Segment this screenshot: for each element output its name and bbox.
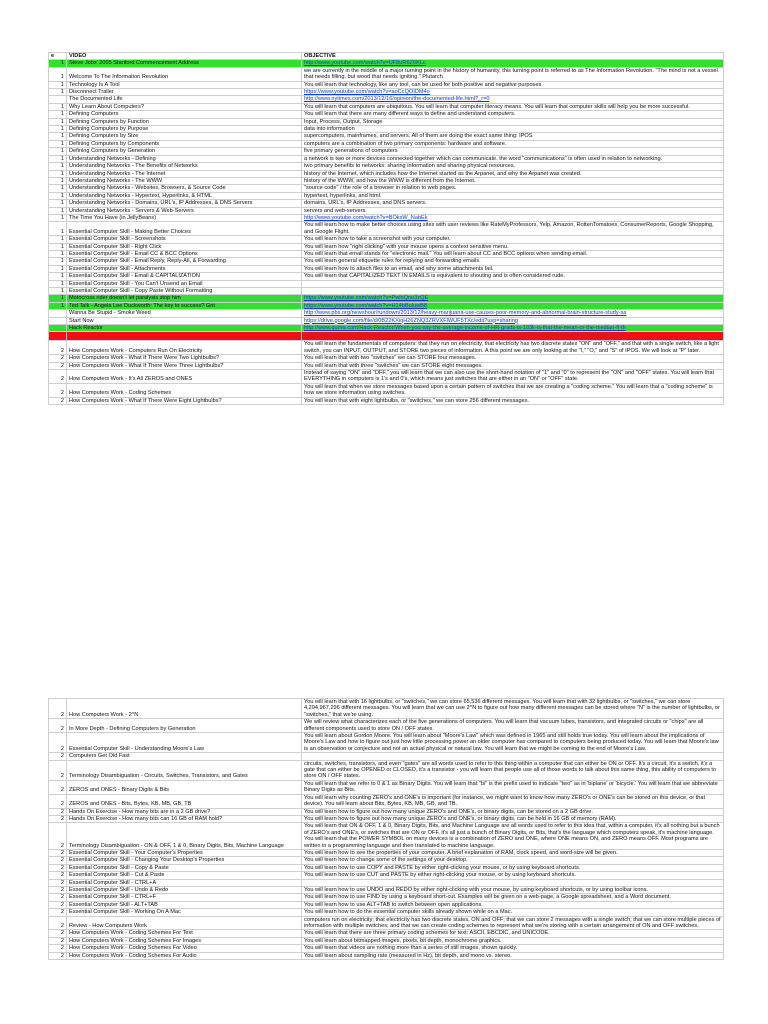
table-row <box>49 140 724 147</box>
week-cell: 1 <box>49 89 67 96</box>
video-title-cell: Terminology Disambiguation - Circuits, Switches, Transistors, and Gates <box>67 760 302 780</box>
week-cell: 1 <box>49 60 67 67</box>
week-cell: 2 <box>49 719 67 733</box>
week-cell: 2 <box>49 341 67 355</box>
table-row <box>49 945 724 952</box>
video-title-cell: Essential Computer Skill - Cut & Paste <box>67 872 302 879</box>
table-row <box>49 383 724 397</box>
week-cell: 2 <box>49 362 67 369</box>
week-cell: 1 <box>49 243 67 250</box>
week-cell: 2 <box>49 733 67 753</box>
video-title-cell: Technology Is A Tool <box>67 81 302 88</box>
video-title-cell: Defining Computers by Size <box>67 133 302 140</box>
week-cell: 2 <box>49 872 67 879</box>
objective-cell: You will learn how "right clicking" with your mouse opens a context sensitive menu. <box>302 243 724 250</box>
table-row <box>49 699 724 719</box>
objective-cell: You will learn how to figure out how many unique ZERO's and ONE's, or binary digits, can be stored on a 2 GB drive. <box>302 808 724 815</box>
objective-cell: You will learn general etiquette rules for replying and forwarding emails. <box>302 258 724 265</box>
video-title-cell: Hands On Exercise - How many bits can 16 GB of RAM hold? <box>67 815 302 822</box>
objective-cell <box>302 280 724 287</box>
objective-link[interactable]: https://www.youtube.com/watch?v=aoCcQOIDM4o <box>302 89 724 96</box>
objective-link[interactable]: http://www.quora.com/Hack-Reactor/When-you-say-the-average-income-of-HR-grads-is-103k-is-that-the-mean-or-the-median-If-th <box>302 325 724 332</box>
video-title-cell: Essential Computer Skill - CTRL+A <box>67 879 302 886</box>
objective-cell: You will learn that we refer to 0 & 1 as Binary Digits. You will learn that "bi" is the prefix used to indicate "two" as in 'biplane' or 'bicycle.' You will learn that we abbreviate Binary Digits as Bits. <box>302 780 724 794</box>
video-title-cell: How Computers Work - What If There Were Eight Lightbulbs? <box>67 397 302 404</box>
objective-cell: You will learn that CAPITALIZED TEXT IN EMAILS is equivalent to shouting and is often considered rude. <box>302 273 724 280</box>
table-row <box>49 952 724 959</box>
objective-link[interactable]: http://www.nytimes.com/2013/12/16/opinion/the-documented-life.html?_r=0 <box>302 96 724 103</box>
table-row <box>49 288 724 295</box>
week-cell: 2 <box>49 383 67 397</box>
week-cell: 2 <box>49 780 67 794</box>
objective-cell: history of the WWW, and how the WWW is different from the Internet. <box>302 177 724 184</box>
week-cell: 1 <box>49 250 67 257</box>
objective-cell: computers are a combination of two primary components: hardware and software. <box>302 140 724 147</box>
objective-cell <box>302 879 724 886</box>
table-row <box>49 760 724 780</box>
table-row <box>49 133 724 140</box>
week-cell: 1 <box>49 192 67 199</box>
video-title-cell: Essential Computer Skill - CTRL+F <box>67 894 302 901</box>
week-cell: 2 <box>49 952 67 959</box>
week-cell: 2 <box>49 753 67 760</box>
table-row <box>49 370 724 384</box>
objective-cell: "source code" / the role of a browser in relation to web pages. <box>302 185 724 192</box>
objective-cell: You will learn how to see the properties of your computer. A brief explanation of RAM, clock speed, and word-size will be given. <box>302 849 724 856</box>
week-cell: 1 <box>49 280 67 287</box>
video-title-cell: Understanding Networks - Websites, Browsers, & Source Code <box>67 185 302 192</box>
video-title-cell: Defining Computers by Components <box>67 140 302 147</box>
table-row <box>49 719 724 733</box>
header-cell-objective: OBJECTIVE <box>302 53 724 60</box>
video-title-cell: Essential Computer Skill - Copy Paste Without Formatting <box>67 288 302 295</box>
video-title-cell: Defining Computers by Generation <box>67 148 302 155</box>
objective-cell <box>302 288 724 295</box>
objective-cell: You will learn that there are many different ways to define and understand computers. <box>302 111 724 118</box>
objective-cell: You will learn that with two "switches" we can STORE four messages. <box>302 355 724 362</box>
objective-cell: You will learn that videos are nothing more than a series of still images, shown quickly. <box>302 945 724 952</box>
table-row <box>49 243 724 250</box>
week-cell: 2 <box>49 815 67 822</box>
objective-cell: five primary generations of computers <box>302 148 724 155</box>
course-table-bottom <box>48 698 724 960</box>
table-row <box>49 872 724 879</box>
week-cell: 2 <box>49 894 67 901</box>
table-row <box>49 815 724 822</box>
video-title-cell: Welcome To The Information Revolution <box>67 67 302 81</box>
objective-cell: You will learn that when we store messages based upon a certain pattern of switches that we are creating a "coding scheme." You will learn that a "coding scheme" is how we store information using switches. <box>302 383 724 397</box>
video-title-cell: Essential Computer Skill - Undo & Redo <box>67 886 302 893</box>
objective-cell: You will learn that technology, like any tool, can be used for both positive and negative purposes. <box>302 81 724 88</box>
video-title-cell: Understanding Networks - Servers & Web-Servers <box>67 207 302 214</box>
objective-cell <box>302 753 724 760</box>
table-row <box>49 916 724 930</box>
video-title-cell: Hack Reactor <box>67 325 302 332</box>
table-row <box>49 937 724 944</box>
objective-link[interactable]: http://www.youtube.com/watch?v=BOksW_NabEk <box>302 214 724 221</box>
week-cell: 2 <box>49 794 67 808</box>
video-title-cell: Understanding Networks - Hypertext, Hyperlinks, & HTML <box>67 192 302 199</box>
objective-cell: You will learn the fundamentals of computers: that they run on electricity, that electricity has two discrete states "ON" and "OFF," and that with a single switch, like a light switch, you can INPUT, OUTPUT, and STORE two pieces of information. A this point we are only looking at the "I," "O," and "S" of IPOS. We will look at "P" later. <box>302 341 724 355</box>
week-cell: 2 <box>49 857 67 864</box>
table-row <box>49 930 724 937</box>
table-row <box>49 89 724 96</box>
video-title-cell: How Computers Work - Computers Run On Electricity <box>67 341 302 355</box>
objective-cell: You will learn that ON & OFF, 1 & 0, Binary Digits, Bits, and Machine Language are all words used to refer to this idea that, within a computer, it's all nothing but a bunch of ZERO's and ONE's, or switches that are ON or OFF, it's all just a bunch of Binary Digits, or Bits, that's the language which computers speak, it's machine language. You will learn that the POWER SYMBOL on many devices is a combination of ZERO and ONE, where ONE means ON, and ZERO means OFF. Most programs are written in a programming language and then translated to machine language. <box>302 823 724 850</box>
video-title-cell: How Computers Work - It's All ZEROS and ONES <box>67 370 302 384</box>
week-cell <box>49 96 67 103</box>
week-cell: 2 <box>49 760 67 780</box>
week-cell: 2 <box>49 864 67 871</box>
week-cell: 1 <box>49 148 67 155</box>
objective-cell: You will learn how to use COPY and PASTE by either right-clicking your mouse, or by using keyboard shortcuts. <box>302 864 724 871</box>
video-title-cell: Essential Computer Skill - Making Better Choices <box>67 222 302 236</box>
week-cell: 1 <box>49 170 67 177</box>
week-cell: 1 <box>49 258 67 265</box>
week-cell: 1 <box>49 111 67 118</box>
objective-cell: servers and web-servers. <box>302 207 724 214</box>
video-title-cell: Review - How Computers Work <box>67 916 302 930</box>
week-cell: 1 <box>49 67 67 81</box>
objective-cell: You will learn how to figure out how many unique ZERO's and ONE's, or binary digits, can be held in 16 GB of memory (RAM). <box>302 815 724 822</box>
objective-cell: We will review what characterizes each of the five generations of computers. You will learn that vacuum tubes, transistors, and integrated circuits or "chips" are all different components used to store ON / OFF states. <box>302 719 724 733</box>
table-row <box>49 170 724 177</box>
table-row <box>49 60 724 67</box>
video-title-cell: Understanding Networks - The WWW <box>67 177 302 184</box>
objective-cell: You will learn how to make better choices using sites with user reviews like RateMyProfessors, Yelp, Amazon, RottenTomatoes, ConsumerReports, Google Shopping, and Google Flight. <box>302 222 724 236</box>
table-row <box>49 864 724 871</box>
objective-cell: You will learn why counting ZERO's and ONE's is important (for instance, we might want to know how many ZERO's or ONE's can be stored on this device, or that device). You will learn about Bits, Bytes, KB, MB, GB, and TB. <box>302 794 724 808</box>
objective-cell: circuits, switches, transistors, and even "gates" are all words used to refer to this thing within a computer that can either be ON or OFF. It's a circuit, it's a switch, it's a gate that can either be OPENED or CLOSED, it's a transistor - you will learn that people use all of those words to talk about this same thing, this ability of computers to store ON / OFF states. <box>302 760 724 780</box>
video-title-cell: Essential Computer Skill - Understanding Moore's Law <box>67 733 302 753</box>
video-title-cell: How Computers Work - 2^N <box>67 699 302 719</box>
video-title-cell: How Computers Work - Coding Schemes <box>67 383 302 397</box>
week-cell <box>49 310 67 317</box>
video-title-cell: Defining Computers <box>67 111 302 118</box>
objective-cell: data into information <box>302 126 724 133</box>
video-title-cell: How Computers Work - Coding Schemes For Text <box>67 930 302 937</box>
video-title-cell: Terminology Disambiguation - ON & OFF, 1 & 0, Binary Digits, Bits, Machine Language <box>67 823 302 850</box>
objective-cell: Input, Process, Output, Storage <box>302 118 724 125</box>
objective-link[interactable]: https://www.youtube.com/watch?v=PwlhQno3zQE <box>302 295 724 302</box>
week-cell: 1 <box>49 288 67 295</box>
table-row <box>49 177 724 184</box>
objective-cell: computers run on electricity; that electricity has two discrete states, ON and OFF; that we can store 2 messages with a single switch; that we can store multiple pieces of information with multiple switches; and that we can create coding schemes to represent what we're storing with a certain arrangement of ON and OFF switches. <box>302 916 724 930</box>
video-title-cell: Wanna Be Stupid - Smoke Weed <box>67 310 302 317</box>
objective-cell: You will learn how to use FIND by using a keyboard short-cut. Examples will be given on a web-page, a Google spreadsheet, and a Word document. <box>302 894 724 901</box>
video-title-cell: How Computers Work - Coding Schemes For Video <box>67 945 302 952</box>
week-cell: 2 <box>49 849 67 856</box>
objective-cell: a network is two or more devices connected together which can communicate. the word "communications" is often used in relation to networking. <box>302 155 724 162</box>
week-cell: 1 <box>49 126 67 133</box>
table-row <box>49 753 724 760</box>
video-title-cell: Why Learn About Computers? <box>67 103 302 110</box>
course-table-top <box>48 52 724 405</box>
table-row <box>49 295 724 302</box>
header-cell-week: e <box>49 53 67 60</box>
video-title-cell: Understanding Networks - The Internet <box>67 170 302 177</box>
week-cell: 1 <box>49 222 67 236</box>
video-title-cell: Start Now <box>67 317 302 324</box>
objective-cell: You will learn about Gordon Moore. You will learn about "Moore's Law" which was defined in 1965 and still holds true today. You will learn about the implications of Moore's Law and how to figure out just how little processing power an older computer has compared to computers being produced today. You will learn that Moore's law is an observation or conjecture and not an actual physical or natural law. You will learn that we might be coming to the end of Moore's Law. <box>302 733 724 753</box>
table-row <box>49 207 724 214</box>
week-cell: 2 <box>49 909 67 916</box>
week-cell: 2 <box>49 823 67 850</box>
objective-cell: two primary benefits to networks: sharing information and sharing physical resources. <box>302 163 724 170</box>
video-title-cell: Understanding Networks - Defining <box>67 155 302 162</box>
objective-cell: You will learn that there are three primary coding schemes for text: ASCII, EBCDIC, and UNICODE. <box>302 930 724 937</box>
week-cell: 1 <box>49 177 67 184</box>
table-row <box>49 126 724 133</box>
objective-cell: You will learn how to use CUT and PASTE by either right-clicking your mouse, or by using keyboard shortcuts. <box>302 872 724 879</box>
week-cell: 1 <box>49 103 67 110</box>
objective-cell: You will learn that email stands for "electronic mail." You will learn about CC and BCC options when sending email. <box>302 250 724 257</box>
week-cell: 1 <box>49 185 67 192</box>
objective-cell: You will learn how to attach files to an email, and why some attachments fail. <box>302 265 724 272</box>
table-row <box>49 780 724 794</box>
table-row <box>49 886 724 893</box>
objective-link[interactable]: http://www.youtube.com/watch?v=UF8uR6Z6KLc <box>302 60 724 67</box>
objective-cell: we are currently in the middle of a major turning point in the history of humanity, this turning point is referred to as The Information Revolution. "The mind is not a vessel that needs filling, but wood that needs igniting." Plutarch <box>302 67 724 81</box>
objective-link[interactable]: https://drive.google.com/file/d/0B22KXiqH26ZNQ3ZRVXFlWUF5TXc/edit?usp=sharing <box>302 317 724 324</box>
week-cell: 1 <box>49 302 67 309</box>
video-title-cell: Motocross rider doesn't let paralysis stop him <box>67 295 302 302</box>
week-cell: 2 <box>49 397 67 404</box>
objective-cell: hypertext, hyperlinks, and html. <box>302 192 724 199</box>
table-row <box>49 302 724 309</box>
table-row <box>49 250 724 257</box>
objective-cell: You will learn that computers are ubiquitous. You will learn that computer literacy means. You will learn that computer skills will help you be more successful. <box>302 103 724 110</box>
table-row <box>49 280 724 287</box>
table-row <box>49 118 724 125</box>
table-row <box>49 733 724 753</box>
video-title-cell <box>67 332 302 341</box>
week-cell: 2 <box>49 886 67 893</box>
spreadsheet-page-2 <box>48 698 723 960</box>
table-row <box>49 67 724 81</box>
video-title-cell: Understanding Networks - The Benefits of Networks <box>67 163 302 170</box>
objective-cell: domains, URL's, IP Addresses, and DNS servers. <box>302 200 724 207</box>
video-title-cell: Essential Computer Skill - Email Reply, Reply-All, & Forwarding <box>67 258 302 265</box>
table-row <box>49 823 724 850</box>
video-title-cell: The Documented Life <box>67 96 302 103</box>
video-title-cell: Essential Computer Skill - Email CC & BCC Options <box>67 250 302 257</box>
table-row <box>49 258 724 265</box>
video-title-cell: Essential Computer Skill - Your Computer's Properties <box>67 849 302 856</box>
video-title-cell: ZEROS and ONES - Binary Digits & Bits <box>67 780 302 794</box>
week-cell: 2 <box>49 355 67 362</box>
video-title-cell: Essential Computer Skill - You Can't Unsend an Email <box>67 280 302 287</box>
week-cell: 2 <box>49 945 67 952</box>
video-title-cell: How Computers Work - What If There Were Three Lightbulbs? <box>67 362 302 369</box>
table-row <box>49 362 724 369</box>
table-row <box>49 310 724 317</box>
table-row <box>49 192 724 199</box>
week-cell <box>49 317 67 324</box>
objective-cell: You will learn how to use UNDO and REDO by either right-clicking with your mouse, by using keyboard shortcuts, or by using toolbar icons. <box>302 886 724 893</box>
week-cell: 1 <box>49 81 67 88</box>
objective-link[interactable]: http://www.pbs.org/newshour/rundown/2013/12/heavy-marijuana-use-causes-poor-memory-and-abnormal-brain-structure-study-sa <box>302 310 724 317</box>
video-title-cell: Essential Computer Skill - Email & CAPITALIZATION <box>67 273 302 280</box>
table-row <box>49 273 724 280</box>
video-title-cell: Defining Computers by Purpose <box>67 126 302 133</box>
week-cell: 1 <box>49 207 67 214</box>
week-cell: 1 <box>49 214 67 221</box>
week-cell: 1 <box>49 200 67 207</box>
objective-cell: supercomputers, mainframes, and servers. All of them are doing the exact same thing: IPOS <box>302 133 724 140</box>
week-cell: 1 <box>49 133 67 140</box>
week-cell: 1 <box>49 236 67 243</box>
table-row <box>49 200 724 207</box>
video-title-cell: Understanding Networks - Domains, URL's, IP Addresses, & DNS Servers <box>67 200 302 207</box>
video-title-cell: Essential Computer Skill - Attachments <box>67 265 302 272</box>
week-cell: 1 <box>49 273 67 280</box>
header-row <box>49 53 724 60</box>
video-title-cell: Computers Get Old Fast <box>67 753 302 760</box>
spreadsheet-page-1 <box>48 52 723 405</box>
table-row <box>49 355 724 362</box>
week-cell: 1 <box>49 295 67 302</box>
table-row <box>49 185 724 192</box>
table-row <box>49 155 724 162</box>
table-row <box>49 81 724 88</box>
table-row <box>49 397 724 404</box>
table-row <box>49 849 724 856</box>
table-row <box>49 236 724 243</box>
table-row <box>49 909 724 916</box>
table-row <box>49 148 724 155</box>
video-title-cell: Essential Computer Skill - Copy & Paste <box>67 864 302 871</box>
week-cell: 1 <box>49 163 67 170</box>
video-title-cell: Hands On Exercise - How many bits are in a 2 GB drive? <box>67 808 302 815</box>
video-title-cell: How Computers Work - Coding Schemes For Images <box>67 937 302 944</box>
video-title-cell: Disconnect Trailer <box>67 89 302 96</box>
week-cell: 2 <box>49 879 67 886</box>
objective-cell: You will learn how to take a screenshot with your computer. <box>302 236 724 243</box>
video-title-cell: ZEROS and ONES - Bits, Bytes, KB, MB, GB, TB <box>67 794 302 808</box>
table-row <box>49 317 724 324</box>
week-cell: 2 <box>49 370 67 384</box>
video-title-cell: How Computers Work - Coding Schemes For Audio <box>67 952 302 959</box>
week-cell: 1 <box>49 118 67 125</box>
table-row <box>49 857 724 864</box>
table-row <box>49 214 724 221</box>
video-title-cell: Essential Computer Skill - Screenshots <box>67 236 302 243</box>
objective-cell: You will learn how to use ALT+TAB to switch between open applications. <box>302 901 724 908</box>
table-row <box>49 111 724 118</box>
objective-cell: You will learn how to change some of the settings of your desktop. <box>302 857 724 864</box>
objective-cell: Instead of saying "ON" and "OFF," you will learn that we can also use the short-hand notation of "1" and "0" to represent the "ON" and "OFF" states. You will learn that EVERYTHING in computers is 1's and 0's, which means just switches that are either in an "ON" or "OFF" state. <box>302 370 724 384</box>
video-title-cell: Essential Computer Skill - Right Click <box>67 243 302 250</box>
table-row <box>49 879 724 886</box>
objective-cell: You will learn about sampling rate (measured in Hz), bit depth, and mono vs. stereo. <box>302 952 724 959</box>
objective-cell: history of the Internet, which includes how the Internet started as the Arpanet, and why the Arpanet was created. <box>302 170 724 177</box>
week-cell: 2 <box>49 699 67 719</box>
video-title-cell: Essential Computer Skill - ALT+TAB <box>67 901 302 908</box>
objective-cell: You will learn about bitmapped images, pixels, bit depth, monochrome graphics. <box>302 937 724 944</box>
video-title-cell: Essential Computer Skill - Working On A Mac <box>67 909 302 916</box>
table-row <box>49 341 724 355</box>
objective-link[interactable]: https://www.youtube.com/watch?v=H14bBuluwB8 <box>302 302 724 309</box>
video-title-cell: Steve Jobs' 2005 Stanford Commencement Address <box>67 60 302 67</box>
week-cell: 2 <box>49 901 67 908</box>
video-title-cell: Defining Computers by Function <box>67 118 302 125</box>
week-cell: 1 <box>49 140 67 147</box>
week-cell: 1 <box>49 265 67 272</box>
table-row <box>49 901 724 908</box>
objective-cell: You will learn how to do the essential computer skills already shown while on a Mac. <box>302 909 724 916</box>
objective-cell <box>302 332 724 341</box>
table-row <box>49 808 724 815</box>
table-row <box>49 325 724 332</box>
week-cell: 2 <box>49 916 67 930</box>
week-cell <box>49 332 67 341</box>
table-row <box>49 222 724 236</box>
table-row <box>49 163 724 170</box>
week-cell: 1 <box>49 155 67 162</box>
week-cell: 2 <box>49 930 67 937</box>
week-cell: 2 <box>49 937 67 944</box>
objective-cell: You will learn that with 16 lightbulbs, or "switches," we can store 65,536 different messages. You will learn that with 32 lightbulbs, or "switches," we can store 4,294,967,296 different messages. You will learn that we can use 2^N to figure out how many different messages can be stored where "N" is the number of lightbulbs, or "switches," that we're using. <box>302 699 724 719</box>
video-title-cell: How Computers Work - What If There Were Two Lightbulbs? <box>67 355 302 362</box>
table-row <box>49 794 724 808</box>
table-row <box>49 265 724 272</box>
table-row <box>49 332 724 341</box>
week-cell <box>49 325 67 332</box>
table-row <box>49 96 724 103</box>
video-title-cell: Ted Talk - Angela Lee Duckworth: The key to success? Grit <box>67 302 302 309</box>
week-cell: 2 <box>49 808 67 815</box>
video-title-cell: The Time You Have (in JellyBeans) <box>67 214 302 221</box>
table-row <box>49 894 724 901</box>
video-title-cell: In More Depth - Defining Computers by Generation <box>67 719 302 733</box>
table-row <box>49 103 724 110</box>
objective-cell: You will learn that with eight lightbulbs, or "switches," we can store 256 different messages. <box>302 397 724 404</box>
objective-cell: You will learn that with three "switches" we can STORE eight messages. <box>302 362 724 369</box>
header-cell-video: VIDEO <box>67 53 302 60</box>
video-title-cell: Essential Computer Skill - Changing Your Desktop's Properties <box>67 857 302 864</box>
